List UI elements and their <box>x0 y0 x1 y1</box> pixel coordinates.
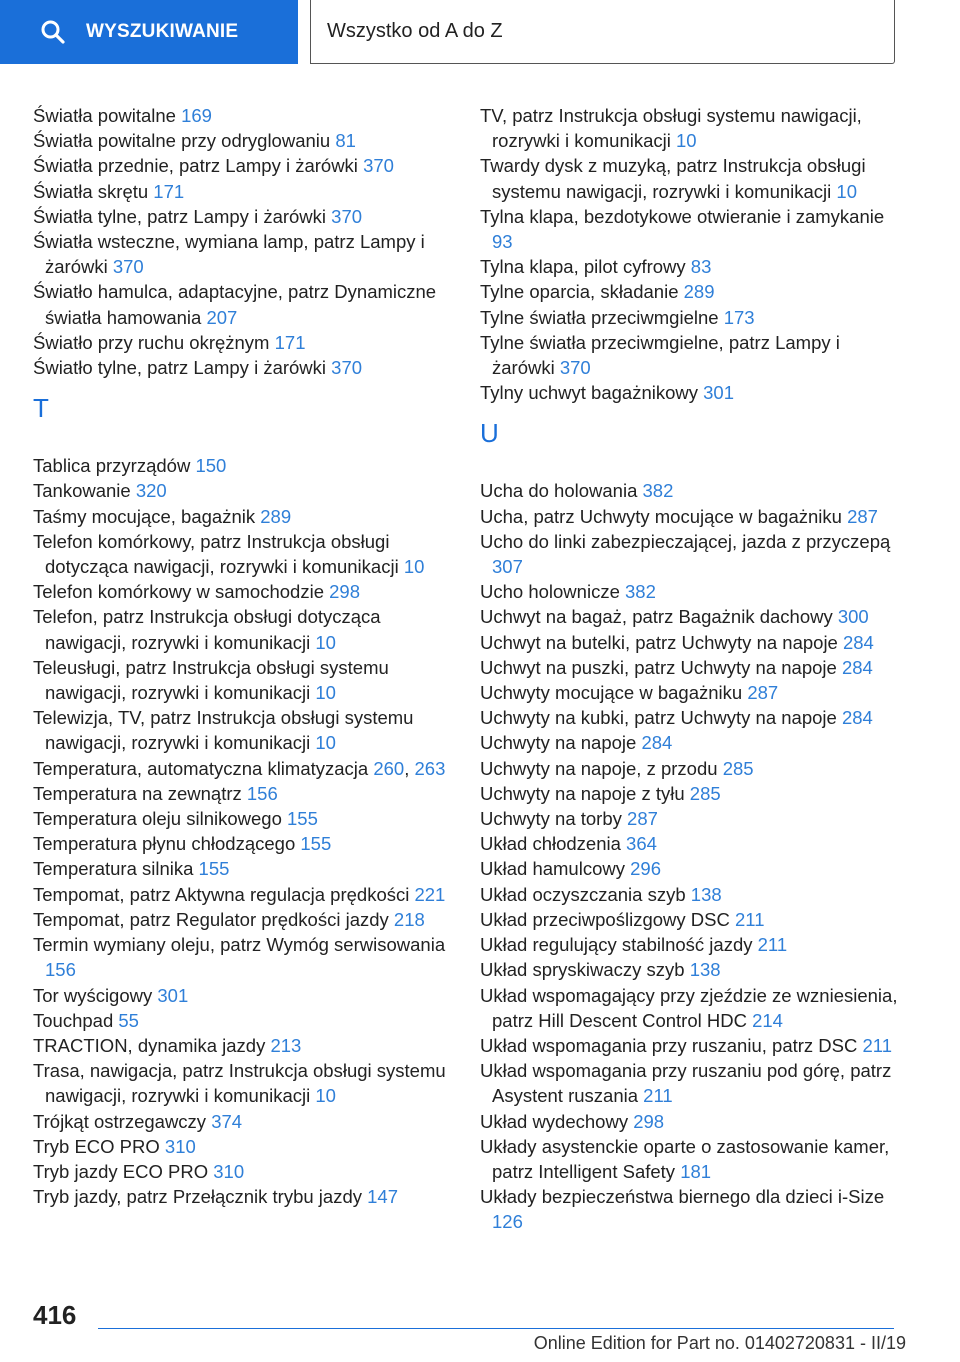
index-entry <box>480 478 900 503</box>
index-entry-text: Tempomat, patrz Regulator prędkości jazdy <box>33 908 394 930</box>
section-letter: U <box>480 418 499 449</box>
index-entry-text: Telefon komórkowy w samochodzie <box>33 581 330 603</box>
index-entry-text: Uchwyty na torby <box>480 808 628 830</box>
index-entry <box>480 781 900 806</box>
index-entry <box>480 882 900 907</box>
index-entry <box>33 1159 453 1184</box>
page-link[interactable]: 171 <box>274 331 306 353</box>
page-link[interactable]: 263 <box>414 757 446 779</box>
index-entry <box>480 1033 900 1058</box>
index-entry-text: Światła tylne, patrz Lampy i żarówki <box>33 205 332 227</box>
index-entry-text: Teleusługi, patrz Instrukcja obsługi systemu nawigacji, rozrywki i komunikacji <box>33 656 389 704</box>
page-link[interactable]: 218 <box>393 908 425 930</box>
page-link[interactable]: 171 <box>153 180 185 202</box>
top-bar <box>0 0 960 66</box>
index-entry-text: Telefon, patrz Instrukcja obsługi dotycząca nawigacji, rozrywki i komunikacji <box>33 606 381 653</box>
page-link[interactable]: 284 <box>641 732 673 754</box>
index-entry <box>480 153 900 203</box>
index-entry-text: Telewizja, TV, patrz Instrukcja obsługi systemu nawigacji, rozrywki i komunikacji <box>33 707 414 754</box>
index-entry <box>480 579 900 604</box>
index-entry-text: Uchwyty na napoje, z przodu <box>480 757 723 779</box>
page-link[interactable]: 284 <box>841 707 873 729</box>
index-entry-text: Uchwyty na kubki, patrz Uchwyty na napoje <box>480 707 842 729</box>
page-link[interactable]: 155 <box>287 808 318 830</box>
index-entry <box>480 655 900 680</box>
index-entry-text: Światła wsteczne, wymiana lamp, patrz Lampy i żarówki <box>33 231 425 278</box>
index-entry-text: Uchwyty na napoje z tyłu <box>480 782 690 804</box>
index-entry <box>33 579 453 604</box>
footer-edition: Online Edition for Part no. 01402720831 - II/19 <box>533 1333 906 1353</box>
page-link[interactable]: 370 <box>331 205 363 227</box>
page-link[interactable]: 287 <box>627 808 658 830</box>
index-entry-text: Tylne oparcia, składanie <box>480 281 684 303</box>
index-entry-text: Układ przeciwpoślizgowy DSC <box>480 908 735 930</box>
index-entry <box>480 856 900 881</box>
page-link[interactable]: 307 <box>492 556 523 578</box>
index-entry-text: Tylna klapa, pilot cyfrowy <box>480 256 691 278</box>
search-button[interactable] <box>0 0 298 64</box>
index-entry-text: Układ wspomagania przy ruszaniu, patrz DSC <box>480 1034 863 1056</box>
index-entry <box>480 529 900 579</box>
index-entry <box>480 705 900 730</box>
index-entry-text: Trójkąt ostrzegawczy <box>33 1110 212 1132</box>
index-entry-text: Światło przy ruchu okrężnym <box>33 331 275 353</box>
index-entry-text: Temperatura oleju silnikowego <box>33 808 287 830</box>
page-link[interactable]: 169 <box>181 105 212 126</box>
page-link[interactable]: 320 <box>135 480 167 502</box>
index-entry <box>33 1109 453 1134</box>
index-entry <box>480 1109 900 1134</box>
page-link[interactable]: 370 <box>112 256 144 278</box>
search-button-label: WYSZUKIWANIE <box>86 21 239 42</box>
index-entry <box>33 279 453 329</box>
index-entry-text: Układ spryskiwaczy szyb <box>480 959 690 981</box>
index-entry <box>480 1184 900 1234</box>
page-link[interactable]: 211 <box>643 1085 673 1107</box>
page-link[interactable]: 364 <box>626 833 657 855</box>
index-entry-text: Tylny uchwyt bagażnikowy <box>480 382 704 404</box>
page-link[interactable]: 370 <box>559 357 591 379</box>
index-entry <box>480 957 900 982</box>
index-entry <box>33 1184 453 1209</box>
index-entry <box>33 504 453 529</box>
page-link[interactable]: 260 <box>373 757 405 779</box>
index-entry <box>33 103 453 128</box>
index-entry <box>33 831 453 856</box>
index-entry <box>33 1008 453 1033</box>
page-link[interactable]: 310 <box>213 1160 245 1182</box>
index-entry <box>33 355 453 380</box>
index-entry <box>33 1058 453 1108</box>
index-column-left <box>33 103 453 1209</box>
page-link[interactable]: 289 <box>683 281 715 303</box>
page-link[interactable]: 211 <box>734 908 765 930</box>
index-entry-text: Światło tylne, patrz Lampy i żarówki <box>33 357 332 379</box>
page-link[interactable]: 298 <box>633 1110 665 1132</box>
index-entry <box>480 806 900 831</box>
index-column-right <box>480 103 900 1235</box>
index-entry <box>480 279 900 304</box>
index-entry <box>480 254 900 279</box>
index-entry <box>33 932 453 982</box>
page-link[interactable]: 374 <box>211 1110 243 1132</box>
page-link[interactable]: 300 <box>837 606 869 628</box>
index-entry-text: Taśmy mocujące, bagażnik <box>33 505 261 527</box>
index-entry-text: Układ wydechowy <box>480 1110 634 1132</box>
page-link[interactable]: 213 <box>270 1034 302 1056</box>
index-entry-text: Tryb jazdy, patrz Przełącznik trybu jazdy <box>33 1186 368 1208</box>
index-entry-text: Twardy dysk z muzyką, patrz Instrukcja obsługi systemu nawigacji, rozrywki i komunikacji <box>480 155 866 202</box>
page-link[interactable]: 296 <box>630 858 661 880</box>
index-entry-text: Tankowanie <box>33 480 136 502</box>
index-entry-text: Tylna klapa, bezdotykowe otwieranie i zamykanie <box>480 205 885 227</box>
index-entry <box>480 831 900 856</box>
page-link[interactable]: 211 <box>757 934 788 956</box>
index-entry-text: Uchwyty mocujące w bagażniku <box>480 682 748 704</box>
page-link[interactable]: 83 <box>690 256 712 278</box>
index-entry <box>480 1058 900 1108</box>
page-link[interactable]: 370 <box>363 155 394 177</box>
index-entry-text: Telefon komórkowy, patrz Instrukcja obsługi dotycząca nawigacji, rozrywki i komunikacji <box>33 530 404 578</box>
page-link[interactable]: 10 <box>676 130 697 152</box>
page-link[interactable]: 156 <box>45 959 76 981</box>
index-entry <box>480 380 900 405</box>
index-entry-text: Ucha, patrz Uchwyty mocujące w bagażniku <box>480 505 848 527</box>
index-entry-text: Światło hamulca, adaptacyjne, patrz Dynamiczne światła hamowania <box>33 281 437 328</box>
index-entry-text: Światła powitalne <box>33 105 182 126</box>
index-entry <box>33 604 453 654</box>
page-link[interactable]: 289 <box>260 505 292 527</box>
page-link[interactable]: 10 <box>403 556 425 578</box>
search-icon <box>40 19 66 45</box>
breadcrumb[interactable] <box>310 0 895 64</box>
index-entry <box>33 806 453 831</box>
page-link[interactable]: 81 <box>335 130 356 152</box>
index-entry <box>33 856 453 881</box>
breadcrumb-title: Wszystko od A do Z <box>327 20 503 42</box>
page-link[interactable]: 55 <box>118 1009 139 1031</box>
page-link[interactable]: 382 <box>642 480 674 502</box>
page-link[interactable]: 10 <box>315 682 336 704</box>
page-link[interactable]: 138 <box>690 883 722 905</box>
index-entry <box>33 204 453 229</box>
index-entry <box>33 1134 453 1159</box>
index-entry-text: Układ chłodzenia <box>480 833 627 855</box>
index-entry <box>33 179 453 204</box>
footer-divider <box>98 1328 894 1329</box>
page-link[interactable]: 155 <box>300 833 332 855</box>
index-entry <box>480 504 900 529</box>
page-link[interactable]: 287 <box>747 682 779 704</box>
index-entry <box>33 983 453 1008</box>
page-link[interactable]: 211 <box>862 1034 892 1056</box>
page-link[interactable]: 370 <box>331 357 363 379</box>
page-link[interactable]: 126 <box>492 1211 523 1233</box>
index-entry-text: Układ wspomagania przy ruszaniu pod górę, patrz Asystent ruszania <box>480 1060 892 1107</box>
index-entry <box>480 756 900 781</box>
page-link[interactable]: 310 <box>164 1135 196 1157</box>
index-entry <box>480 630 900 655</box>
index-entry <box>480 932 900 957</box>
index-entry <box>33 1033 453 1058</box>
index-entry-text: Układ hamulcowy <box>480 858 631 880</box>
index-entry <box>33 529 453 579</box>
index-entry-text: Temperatura silnika <box>33 858 199 880</box>
page-link[interactable]: 10 <box>315 732 336 754</box>
index-entry-text: Temperatura, automatyczna klimatyzacja <box>33 757 374 779</box>
index-entry-text: Termin wymiany oleju, patrz Wymóg serwisowania <box>33 934 446 956</box>
page-link[interactable]: 173 <box>723 306 755 328</box>
index-entry-text: Tryb ECO PRO <box>33 1135 165 1157</box>
page-number: 416 <box>33 1300 77 1330</box>
index-entry-text: Uchwyt na bagaż, patrz Bagażnik dachowy <box>480 606 838 628</box>
index-entry-text: Uchwyty na napoje <box>480 732 642 754</box>
index-entry-text: Tryb jazdy ECO PRO <box>33 1160 214 1182</box>
index-entry-text: Układy asystenckie oparte o zastosowanie kamer, patrz Intelligent Safety <box>480 1135 890 1182</box>
page-link[interactable]: 156 <box>246 782 278 804</box>
index-entry-text: TRACTION, dynamika jazdy <box>33 1034 271 1056</box>
index-entry-text: Światła skrętu <box>33 180 154 202</box>
page-link[interactable]: 10 <box>315 1085 336 1107</box>
index-entry-text: Układ oczyszczania szyb <box>480 883 691 905</box>
index-entry <box>480 330 900 380</box>
page-link[interactable]: 207 <box>206 306 238 328</box>
page-link[interactable]: 214 <box>752 1009 783 1031</box>
index-entry <box>33 153 453 178</box>
index-entry-text: Tablica przyrządów <box>33 455 196 477</box>
index-entry-text: Uchwyt na puszki, patrz Uchwyty na napoje <box>480 656 842 678</box>
index-entry <box>33 882 453 907</box>
index-entry <box>480 1134 900 1184</box>
page-link[interactable]: 284 <box>841 656 873 678</box>
page-link[interactable]: 10 <box>315 631 336 653</box>
index-entry <box>480 305 900 330</box>
index-entry <box>33 478 453 503</box>
index-entry-text: Ucha do holowania <box>480 480 643 502</box>
index-entry-text: Ucho do linki zabezpieczającej, jazda z przyczepą <box>480 530 891 552</box>
page-link[interactable]: 181 <box>680 1160 712 1182</box>
page-link[interactable]: 285 <box>722 757 754 779</box>
index-entry <box>33 453 453 478</box>
page-link[interactable]: 284 <box>842 631 874 653</box>
index-entry-text: Tempomat, patrz Aktywna regulacja prędkości <box>33 883 415 905</box>
index-entry-text: Układy bezpieczeństwa biernego dla dzieci i-Size <box>480 1186 885 1208</box>
index-entry: Temperatura, automatyczna klimatyzacja 260, 263 <box>33 757 446 779</box>
index-entry-text: Światła przednie, patrz Lampy i żarówki <box>33 155 364 177</box>
index-entry-text: Tylne światła przeciwmgielne, patrz Lampy i żarówki <box>480 331 840 379</box>
page-link[interactable]: 93 <box>492 231 513 253</box>
index-entry <box>480 680 900 705</box>
index-entry <box>33 907 453 932</box>
page-link[interactable]: 285 <box>689 782 721 804</box>
index-entry <box>33 229 453 279</box>
index-entry <box>33 781 453 806</box>
index-entry-text: Trasa, nawigacja, patrz Instrukcja obsługi systemu nawigacji, rozrywki i komunikacji <box>33 1060 446 1107</box>
index-entry-text: Tor wyścigowy <box>33 984 158 1006</box>
page-link[interactable]: 138 <box>689 959 721 981</box>
page-link[interactable]: 298 <box>329 581 361 603</box>
index-entry-text: Układ wspomagający przy zjeździe ze wzniesienia, patrz Hill Descent Control HDC <box>480 984 898 1031</box>
page-link[interactable]: 150 <box>195 455 227 477</box>
page-link[interactable]: 382 <box>625 581 656 603</box>
page-link[interactable]: 301 <box>703 382 735 404</box>
index-entry-text: Temperatura na zewnątrz <box>33 782 247 804</box>
index-entry-text: Touchpad <box>33 1009 119 1031</box>
index-entry <box>480 730 900 755</box>
index-entry <box>480 907 900 932</box>
index-entry-text: Temperatura płynu chłodzącego <box>33 833 301 855</box>
page-link[interactable]: 221 <box>414 883 446 905</box>
index-entry-text: Tylne światła przeciwmgielne <box>480 306 724 328</box>
page-link[interactable]: 155 <box>198 858 230 880</box>
page-link[interactable]: 10 <box>836 180 857 202</box>
index-entry <box>33 655 453 705</box>
index-entry <box>33 705 453 755</box>
index-entry <box>33 128 453 153</box>
index-entry <box>480 103 900 153</box>
index-entry <box>480 204 900 254</box>
index-entry <box>480 604 900 629</box>
index-entry-text: Ucho holownicze <box>480 581 625 603</box>
section-letter: T <box>33 393 49 424</box>
page-link[interactable]: 147 <box>367 1186 399 1208</box>
index-entry-text: Układ regulujący stabilność jazdy <box>480 934 758 956</box>
index-entry <box>33 330 453 355</box>
index-entry-text: TV, patrz Instrukcja obsługi systemu nawigacji, rozrywki i komunikacji <box>480 105 862 152</box>
page-link[interactable]: 287 <box>847 505 878 527</box>
index-entry-text: Światła powitalne przy odryglowaniu <box>33 130 336 152</box>
index-entry-text: Uchwyt na butelki, patrz Uchwyty na napoje <box>480 631 843 653</box>
index-entry <box>480 983 900 1033</box>
page-link[interactable]: 301 <box>157 984 189 1006</box>
